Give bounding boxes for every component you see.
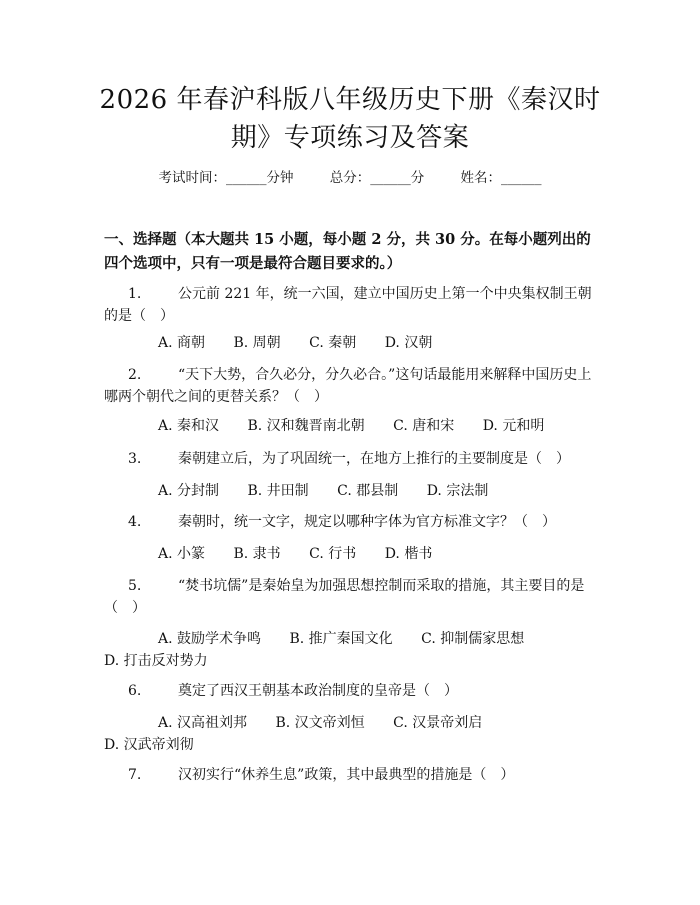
option-d: D. 楷书	[384, 546, 433, 562]
exam-meta	[0, 166, 700, 186]
question-text: 汉初实行“休养生息”政策，其中最典型的措施是（ ）	[178, 767, 515, 783]
question-7	[104, 764, 604, 786]
option-a: A. 分封制	[158, 483, 220, 499]
option-a: A. 秦和汉	[158, 418, 220, 434]
option-d: D. 打击反对势力	[104, 653, 208, 669]
exam-time: 考试时间：______分钟	[158, 170, 294, 186]
option-b: B. 井田制	[247, 483, 309, 499]
question-1	[104, 283, 604, 327]
option-b: B. 周朝	[233, 335, 281, 351]
exam-score: 总分：______分	[329, 170, 425, 186]
option-a: A. 商朝	[158, 335, 206, 351]
option-d: D. 宗法制	[426, 483, 489, 499]
option-c: C. 郡县制	[337, 483, 399, 499]
option-a: A. 汉高祖刘邦	[158, 715, 248, 731]
option-d: D. 汉朝	[384, 335, 433, 351]
option-b: B. 汉和魏晋南北朝	[247, 418, 365, 434]
document-title-line-1: 2026 年春沪科版八年级历史下册《秦汉时	[99, 85, 601, 115]
exam-name: 姓名：______	[460, 170, 542, 186]
question-6-options	[104, 712, 604, 756]
question-text: “焚书坑儒”是秦始皇为加强思想控制而采取的措施，其主要目的是（ ）	[104, 578, 585, 616]
question-1-options	[158, 332, 658, 354]
question-3-options	[158, 480, 658, 502]
question-2-options	[158, 415, 658, 437]
option-c: C. 行书	[309, 546, 357, 562]
option-b: B. 推广秦国文化	[289, 631, 393, 647]
option-a: A. 小篆	[158, 546, 206, 562]
question-number: 3.	[128, 451, 142, 467]
question-4	[104, 511, 604, 533]
question-number: 1.	[128, 286, 142, 302]
option-c: C. 唐和宋	[393, 418, 455, 434]
question-4-options	[158, 543, 658, 565]
option-b: B. 汉文帝刘恒	[275, 715, 365, 731]
question-text: 秦朝时，统一文字，规定以哪种字体为官方标准文字？（ ）	[178, 514, 556, 530]
question-number: 4.	[128, 514, 142, 530]
option-c: C. 汉景帝刘启	[393, 715, 483, 731]
question-text: 秦朝建立后，为了巩固统一，在地方上推行的主要制度是（ ）	[178, 451, 570, 467]
option-b: B. 隶书	[233, 546, 281, 562]
question-number: 6.	[128, 683, 142, 699]
section-heading: 一、选择题（本大题共 15 小题，每小题 2 分，共 30 分。在每小题列出的四个选项中，只有一项是最符合题目要求的。）	[104, 231, 591, 272]
question-text: 奠定了西汉王朝基本政治制度的皇帝是（ ）	[178, 683, 458, 699]
option-d: D. 元和明	[482, 418, 545, 434]
question-number: 7.	[128, 767, 142, 783]
question-2	[104, 364, 604, 408]
option-d: D. 汉武帝刘彻	[104, 737, 194, 753]
question-3	[104, 448, 604, 470]
question-text: 公元前 221 年，统一六国，建立中国历史上第一个中央集权制王朝的是（ ）	[104, 286, 592, 324]
question-number: 5.	[128, 578, 142, 594]
question-text: “天下大势，合久必分，分久必合。”这句话最能用来解释中国历史上哪两个朝代之间的更替关系？（ ）	[104, 367, 592, 405]
option-c: C. 秦朝	[309, 335, 357, 351]
question-5-options	[104, 628, 604, 672]
option-a: A. 鼓励学术争鸣	[158, 631, 262, 647]
question-number: 2.	[128, 367, 142, 383]
question-5	[104, 575, 604, 619]
question-6	[104, 680, 604, 702]
document-title-line-2: 期》专项练习及答案	[230, 123, 470, 153]
option-c: C. 抑制儒家思想	[421, 631, 525, 647]
